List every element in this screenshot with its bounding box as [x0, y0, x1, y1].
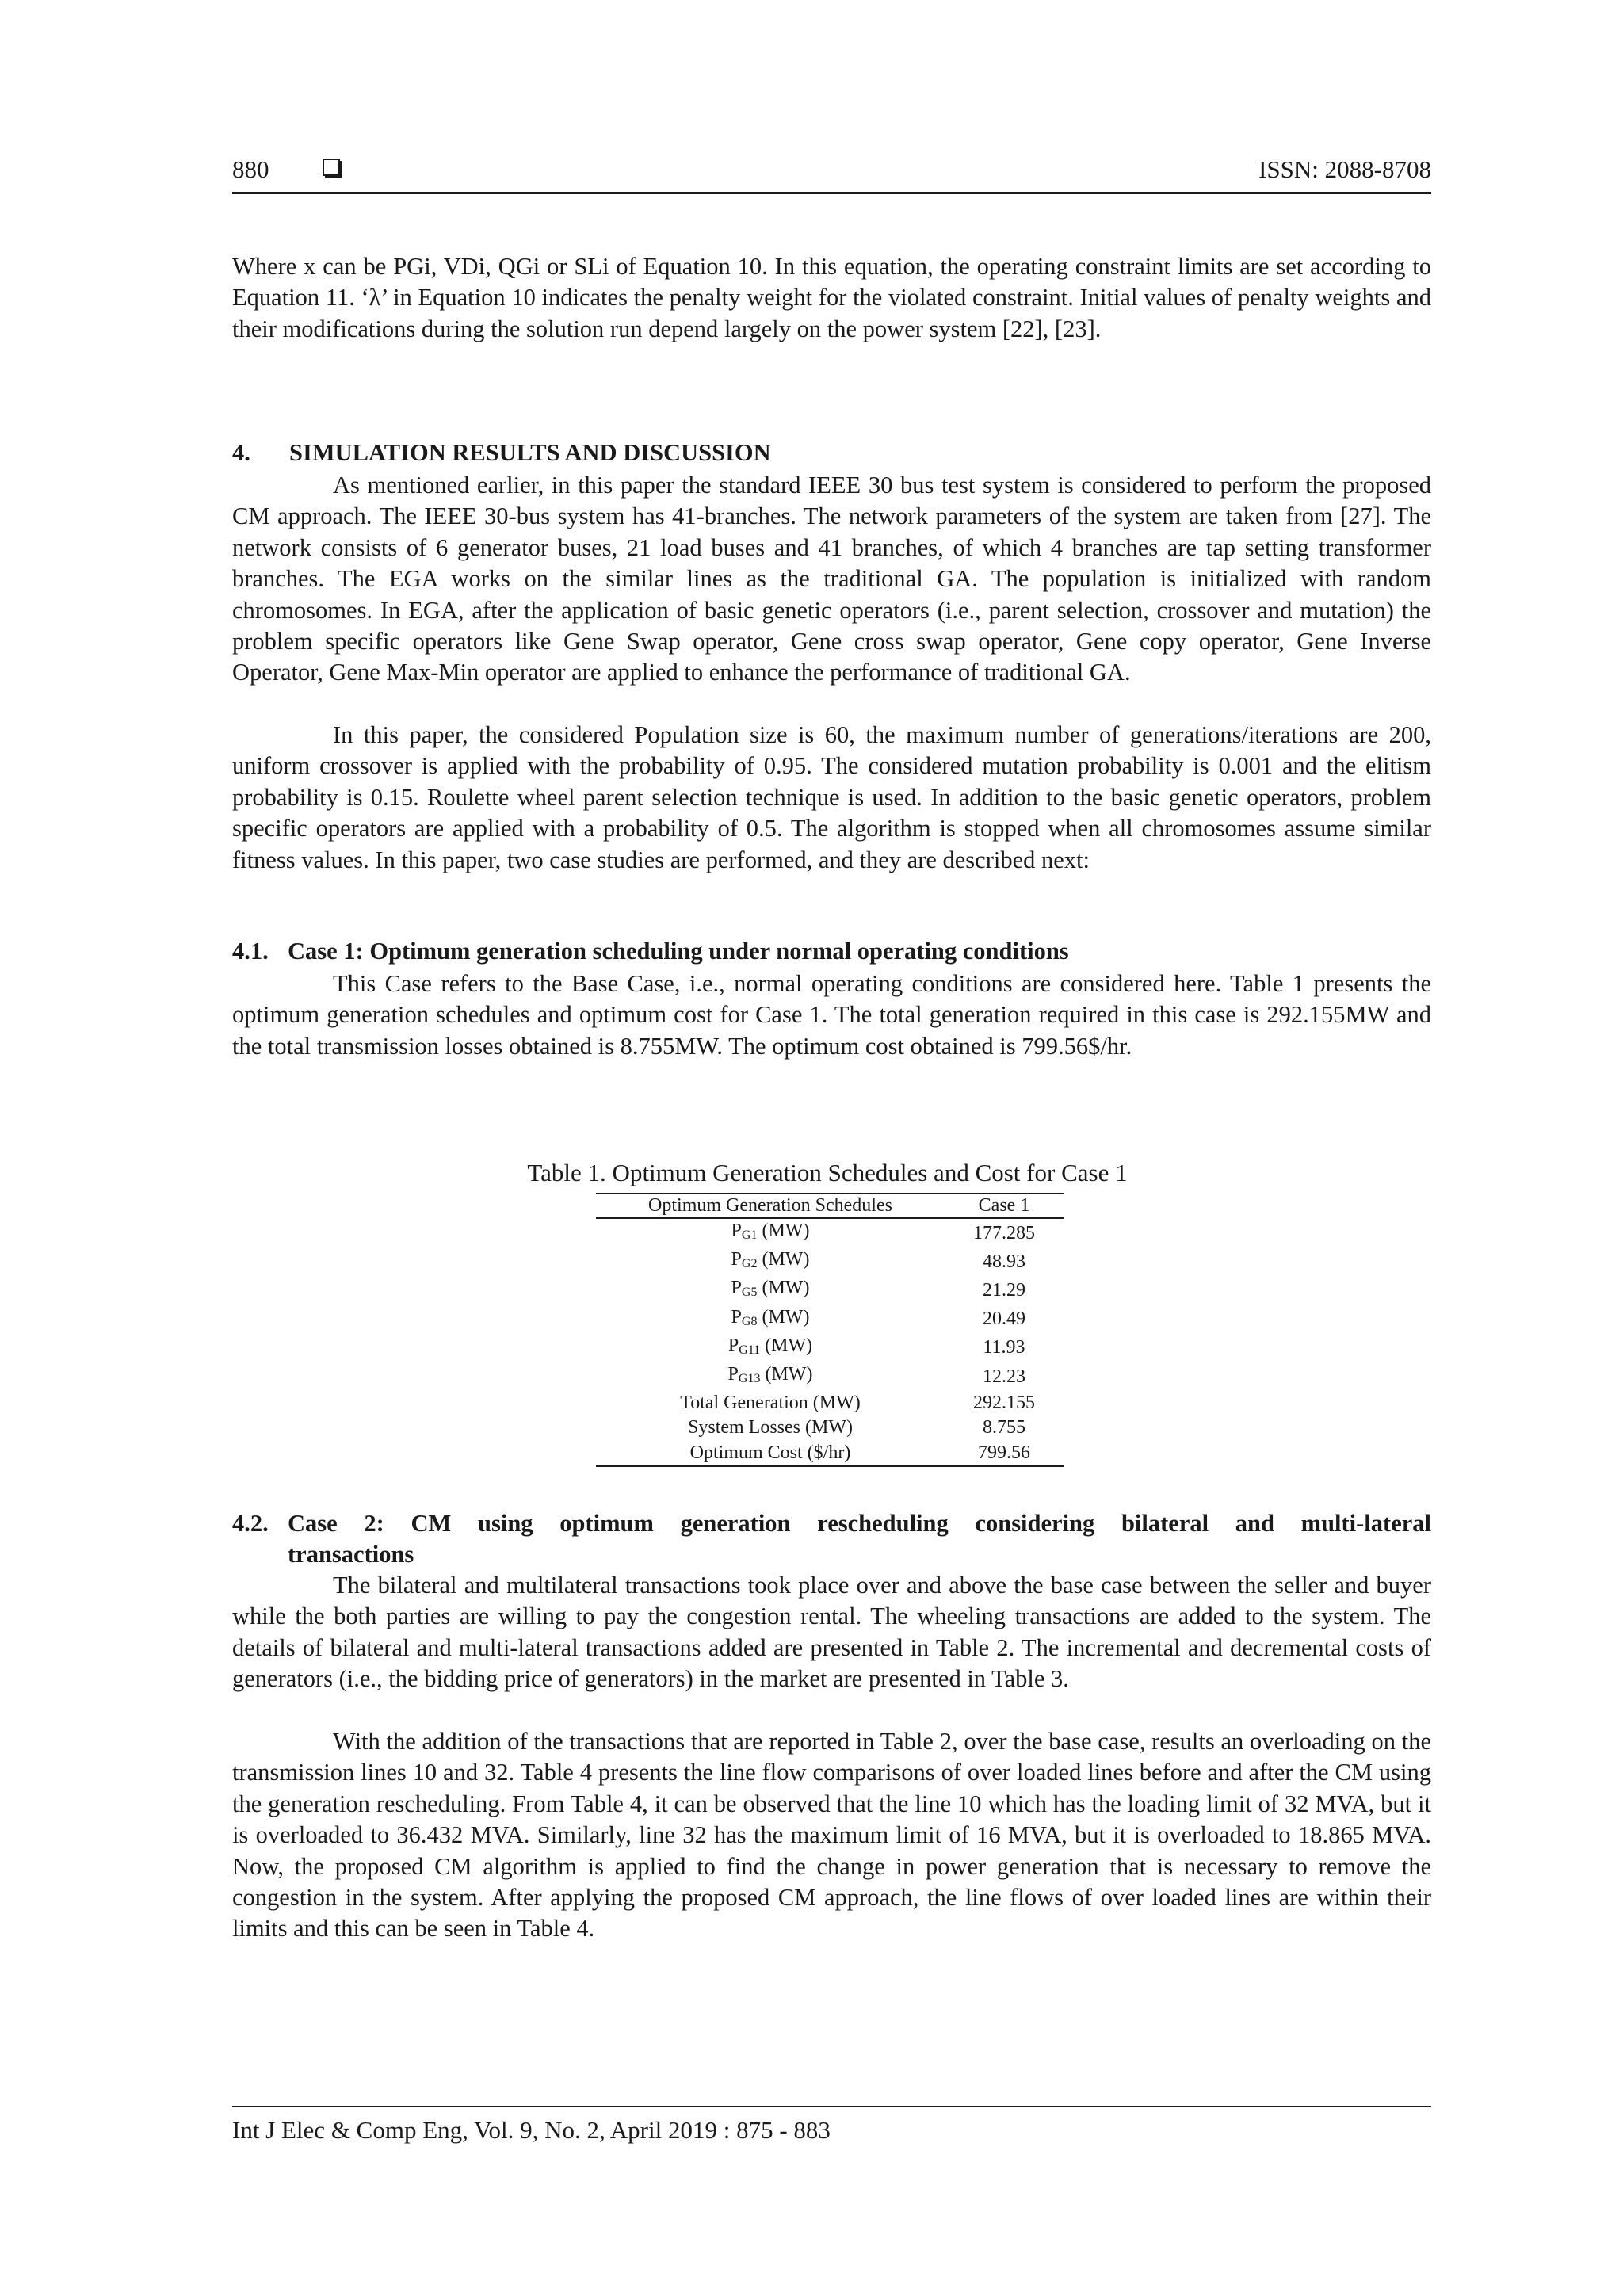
section-4-2-paragraph-1: The bilateral and multilateral transactions took place over and above the base case between the seller and buyer while the both parties are willing to pay the congestion rental. The wheeling transactions are added to the system. The details of bilateral and multi-lateral transactions added are presented in Table 2. The incremental and decremental costs of generators (i.e., the bidding price of generators) in the market are presented in Table 3. — [232, 1572, 1431, 1693]
table-cell-value: 48.93 — [983, 1251, 1025, 1272]
section-4-1-paragraph: This Case refers to the Base Case, i.e., normal operating conditions are considered here. Table 1 presents the optimum generation schedules and optimum cost for Case 1. The total generation required in this case is 292.155MW and the total transmission losses obtained is 8.755MW. The optimum cost obtained is 799.56$/hr. — [232, 970, 1431, 1060]
page-number: 880 — [232, 155, 269, 183]
table-1-caption: Table 1. Optimum Generation Schedules and Cost for Case 1 — [527, 1159, 1128, 1186]
subsection-title: Case 2: CM using optimum generation rescheduling considering bilateral and multi-lateral — [288, 1510, 1431, 1537]
column-header: Case 1 — [945, 1194, 1064, 1218]
table-row — [596, 1276, 1064, 1305]
subsection-number: 4.1. — [232, 938, 269, 965]
table-cell-label: $P_{G13}$ (MW) — [727, 1364, 813, 1386]
section-4-2-heading — [232, 1508, 1431, 1571]
table-1 — [596, 1193, 1064, 1467]
table-row — [596, 1305, 1064, 1334]
section-4-heading — [232, 439, 771, 467]
section-title: SIMULATION RESULTS AND DISCUSSION — [289, 439, 771, 466]
table-cell-label: $P_{G2}$ (MW) — [731, 1249, 810, 1271]
table-row — [596, 1218, 1064, 1247]
table-cell-label: $P_{G5}$ (MW) — [731, 1278, 810, 1300]
footer-divider — [232, 2106, 1431, 2107]
table-row — [596, 1334, 1064, 1362]
column-header: Optimum Generation Schedules — [596, 1194, 945, 1218]
section-4-2-heading-line-1 — [232, 1508, 1431, 1539]
section-4-1-heading — [232, 938, 1069, 965]
table-cell-value: 8.755 — [983, 1417, 1025, 1438]
table-cell-label: $P_{G11}$ (MW) — [727, 1335, 813, 1357]
intro-paragraph: Where x can be PGi, VDi, QGi or SLi of Equation 10. In this equation, the operating constraint limits are set according to Equation 11. ‘λ’ in Equation 10 indicates the penalty weight for the violated constraint. Initial values of penalty weights and their modifications during the solution run depend largely on the power system [22], [23]. — [232, 253, 1431, 342]
footer-citation: Int J Elec & Comp Eng, Vol. 9, No. 2, April 2019 : 875 - 883 — [232, 2116, 831, 2144]
table-cell-label: Optimum Cost ($/hr) — [596, 1441, 945, 1466]
checkbox-square-icon — [323, 159, 340, 176]
section-4-paragraph-1: As mentioned earlier, in this paper the standard IEEE 30 bus test system is considered to perform the proposed CM approach. The IEEE 30-bus system has 41-branches. The network parameters of the system are taken from [27]. The network consists of 6 generator buses, 21 load buses and 41 branches, of which 4 branches are tap setting transformer branches. The EGA works on the similar lines as the traditional GA. The population is initialized with random chromosomes. In EGA, after the application of basic genetic operators (i.e., parent selection, crossover and mutation) the problem specific operators like Gene Swap operator, Gene cross swap operator, Gene copy operator, Gene Inverse Operator, Gene Max-Min operator are applied to enhance the performance of traditional GA. — [232, 472, 1431, 686]
table-header-row — [596, 1194, 1064, 1218]
table-cell-label: Total Generation (MW) — [680, 1392, 861, 1414]
subsection-title: Case 1: Optimum generation scheduling under normal operating conditions — [288, 938, 1069, 965]
table-cell-value: 21.29 — [983, 1279, 1025, 1301]
table-cell-value: 292.155 — [973, 1392, 1035, 1414]
subsection-title-continuation: transactions — [288, 1541, 414, 1568]
section-4-2-paragraph-2: With the addition of the transactions that are reported in Table 2, over the base case, results an overloading on the transmission lines 10 and 32. Table 4 presents the line flow comparisons of over loaded lines before and after the CM using the generation rescheduling. From Table 4, it can be observed that the line 10 which has the loading limit of 32 MVA, but it is overloaded to 36.432 MVA. Similarly, line 32 has the maximum limit of 16 MVA, but it is overloaded to 18.865 MVA. Now, the proposed CM algorithm is applied to find the change in power generation that is necessary to remove the congestion in the system. After applying the proposed CM approach, the line flows of over loaded lines are within their limits and this can be seen in Table 4. — [232, 1728, 1431, 1943]
table-cell-value: 12.23 — [983, 1366, 1025, 1387]
subsection-number: 4.2. — [232, 1510, 269, 1537]
table-cell-value: 177.285 — [973, 1222, 1035, 1244]
table-cell-label: System Losses (MW) — [688, 1417, 853, 1438]
journal-issn: ISSN: 2088-8708 — [1258, 155, 1431, 183]
section-4-paragraph-2: In this paper, the considered Population size is 60, the maximum number of generations/iterations are 200, uniform crossover is applied with the probability of 0.95. The considered mutation probability is 0.001 and the elitism probability is 0.15. Roulette wheel parent selection technique is used. In addition to the basic genetic operators, problem specific operators are applied with a probability of 0.5. The algorithm is stopped when all chromosomes assume similar fitness values. In this paper, two case studies are performed, and they are described next: — [232, 721, 1431, 873]
table-row — [596, 1362, 1064, 1391]
table-cell-value: 20.49 — [983, 1308, 1025, 1330]
table-row — [596, 1441, 1064, 1466]
table-cell-value: 11.93 — [983, 1337, 1025, 1358]
section-number: 4. — [232, 439, 250, 466]
table-cell-label: $P_{G1}$ (MW) — [731, 1221, 810, 1242]
table-cell-label: $P_{G8}$ (MW) — [731, 1306, 810, 1328]
table-cell-value: 799.56 — [945, 1441, 1064, 1466]
table-row — [596, 1247, 1064, 1276]
table-row — [596, 1391, 1064, 1415]
table-body — [596, 1218, 1064, 1466]
header-divider — [232, 192, 1431, 194]
table-row — [596, 1415, 1064, 1440]
